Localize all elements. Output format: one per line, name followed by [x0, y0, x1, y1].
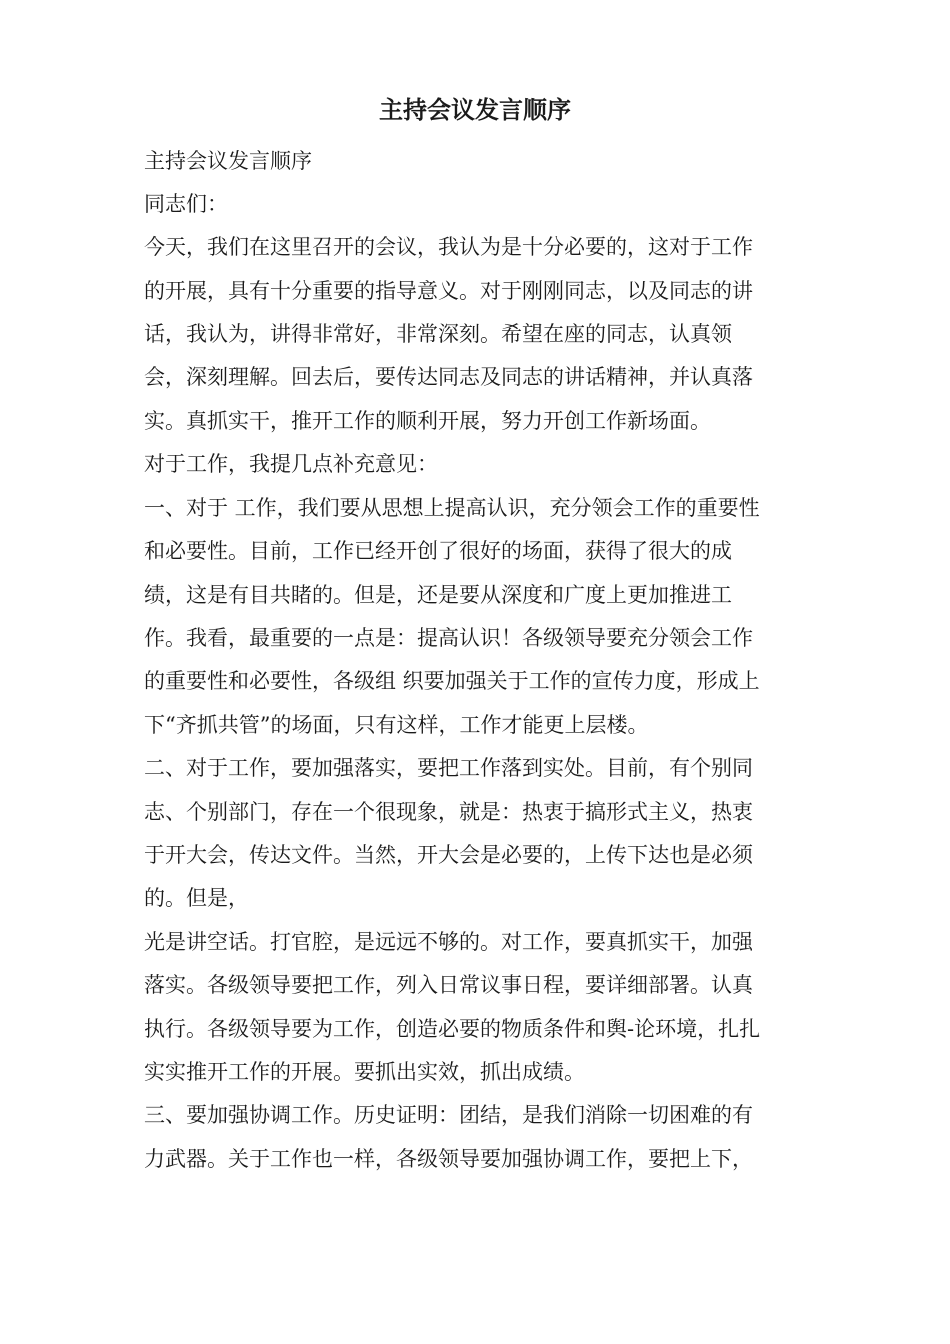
body-line: 一、对于 工作，我们要从思想上提高认识，充分领会工作的重要性: [144, 496, 760, 520]
body-line: 志、个别部门，存在一个很现象，就是：热衷于搞形式主义，热衷: [144, 800, 753, 824]
body-line: 力武器。关于工作也一样，各级领导要加强协调工作，要把上下，: [144, 1147, 753, 1171]
body-line: 今天，我们在这里召开的会议，我认为是十分必要的，这对于工作: [144, 235, 753, 259]
body-line: 主持会议发言顺序: [144, 149, 312, 173]
body-line: 执行。各级领导要为工作，创造必要的物质条件和舆-论环境，扎扎: [144, 1017, 761, 1041]
body-line: 会，深刻理解。回去后，要传达同志及同志的讲话精神，并认真落: [144, 365, 753, 389]
body-line: 绩，这是有目共睹的。但是，还是要从深度和广度上更加推进工: [144, 583, 732, 607]
body-line: 话，我认为，讲得非常好，非常深刻。希望在座的同志，认真领: [144, 322, 732, 346]
body-line: 作。我看，最重要的一点是：提高认识！各级领导要充分领会工作: [144, 626, 753, 650]
document-title: 主持会议发言顺序: [379, 95, 571, 124]
body-line: 光是讲空话。打官腔，是远远不够的。对工作，要真抓实干，加强: [144, 930, 753, 954]
body-line: 实实推开工作的开展。要抓出实效，抓出成绩。: [144, 1060, 585, 1084]
body-line: 实。真抓实干，推开工作的顺利开展，努力开创工作新场面。: [144, 409, 711, 433]
body-line: 和必要性。目前，工作已经开创了很好的场面，获得了很大的成: [144, 539, 732, 563]
body-line: 落实。各级领导要把工作，列入日常议事日程，要详细部署。认真: [144, 973, 753, 997]
body-line: 的重要性和必要性，各级组 织要加强关于工作的宣传力度，形成上: [144, 669, 760, 693]
body-line: 三、要加强协调工作。历史证明：团结，是我们消除一切困难的有: [144, 1103, 753, 1127]
body-line: 同志们：: [144, 192, 228, 216]
body-line: 的。但是，: [144, 886, 249, 910]
body-line: 下“齐抓共管”的场面，只有这样，工作才能更上层楼。: [144, 713, 649, 737]
body-line: 于开大会，传达文件。当然，开大会是必要的，上传下达也是必须: [144, 843, 753, 867]
body-line: 对于工作，我提几点补充意见：: [144, 452, 438, 476]
body-line: 二、对于工作，要加强落实，要把工作落到实处。目前，有个别同: [144, 756, 753, 780]
body-line: 的开展，具有十分重要的指导意义。对于刚刚同志，以及同志的讲: [144, 279, 753, 303]
